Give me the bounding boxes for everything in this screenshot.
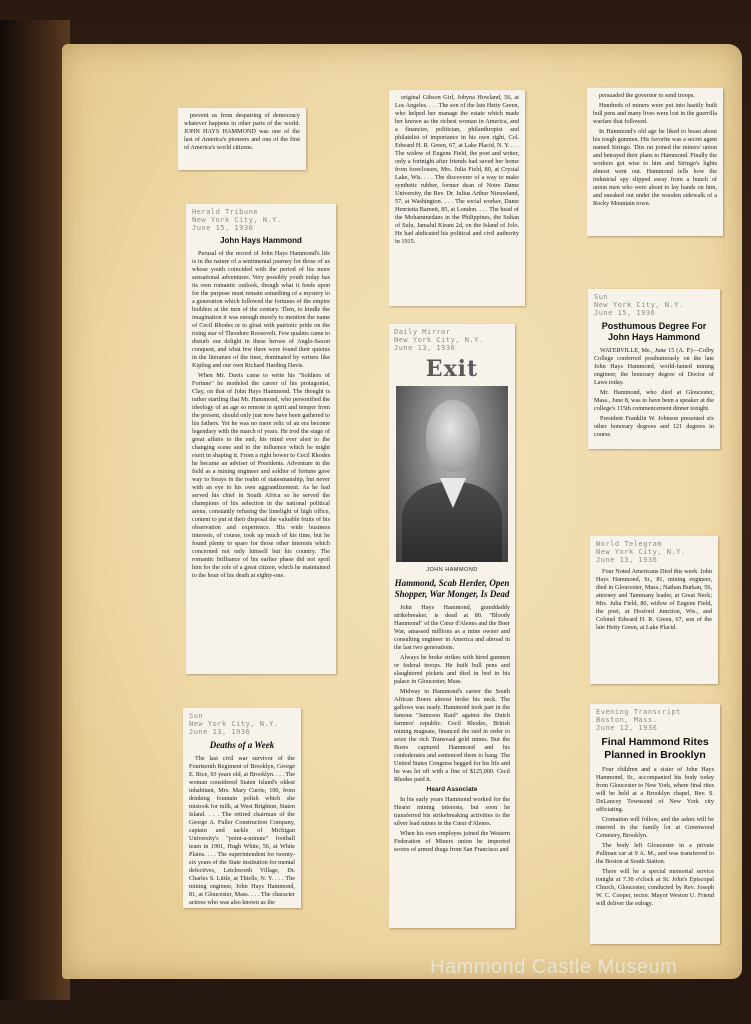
clipping-headline: Posthumous Degree For John Hays Hammond	[601, 321, 707, 342]
clipping-deaths-continued	[389, 90, 525, 306]
clipping-paragraph: Cremation will follow, and the ashes will be interred in the family lot at Greenwood Cemetery, Brooklyn.	[596, 816, 714, 839]
newspaper-stamp	[394, 328, 510, 352]
portrait-head	[426, 400, 480, 472]
clipping-paragraph: When his own employes joined the Western Federation of Miners union he imported scores of armed thugs from San Francisco and	[394, 830, 510, 853]
clipping-paragraph: Perusal of the record of John Hays Hammond's life is in the nature of a sentimental journey for those of us whose youth coincided with the period of his more sensational adventures. Very possibly youth today has its own romantic outlook, though what it feeds upon for the purpose must remain something of a mystery to a generation which followed the fortunes of the empire builders at the turn of the century. Then, to kindle the imagination it was enough merely to mention the name of Cecil Rhodes or to gloat with patriotic pride on the rising star of Theodore Roosevelt. Few qualms came to disturb our delight in these heroes of Anglo-Saxon conquest, and what few there were found their quietus in the literature of the time, dominated by writers like Kipling and our own Richard Harding Davis.	[192, 250, 330, 369]
clipping-paragraph: John Hays Hammond, granddaddy strikebreaker, is dead at 80. "Bloody Hammond" of the Cœur d'Alenes and the Boer War, amassed millions as a mine owner and consulting engineer in America and abroad in the last two generations.	[394, 604, 510, 651]
clipping-paragraph: WATERVILLE, Me., June 15 (A. P.)—Colby College conferred posthumously on the late John Hays Hammond, world-famed mining engineer, the honorary degree of Doctor of Laws today.	[594, 347, 714, 386]
stamp-line: June 12, 1936	[596, 724, 658, 732]
clipping-paragraph: Always he broke strikes with hired gunmen or federal troops. He built bull pens and slaughtered pickets and died in bed in his palace in Gloucester, Mass.	[394, 654, 510, 685]
clipping-subhead: Heard Associate	[426, 786, 478, 793]
clipping-text: prevent us from despairing of democracy whatever happens in other parts of the world. JOHN HAYS HAMMOND was one of the last of America's pioneers and one of the first of America's world citizens.	[184, 112, 300, 151]
portrait-photo	[396, 386, 508, 562]
clipping-posthumous-degree	[588, 289, 720, 449]
newspaper-stamp	[596, 540, 712, 564]
clipping-paragraph: President Franklin W. Johnson presented six other honorary degrees and 121 degrees in course.	[594, 415, 714, 438]
clipping-paragraph: Four children and a sister of John Hays Hammond, Sr., accompanied his body today from Gloucester to New York, where final rites will be held at a Brooklyn chapel, Rev. S. DeLancey Townsend of New York city officiating.	[596, 766, 714, 813]
clipping-headline: Deaths of a Week	[209, 740, 275, 750]
clipping-editorial-ending	[178, 108, 306, 170]
clipping-headline: Hammond, Scab Herder, Open Shopper, War Monger, Is Dead	[394, 578, 510, 599]
stamp-line: Sun	[594, 293, 609, 301]
newspaper-stamp	[596, 708, 714, 732]
clipping-paragraph: Hundreds of miners were put into hastily built bull pens and many lives were lost in the guerrilla warfare that followed.	[593, 102, 717, 125]
stamp-line: June 15, 1936	[192, 224, 254, 232]
photo-caption: JOHN HAMMOND	[426, 567, 478, 573]
stamp-line: Daily Mirror	[394, 328, 451, 336]
clipping-paragraph: Midway in Hammond's career the South African Boers almost broke his neck. The gallows was ready. Hammond took part in the famous "Jameson Raid" against the Dutch farmers' republic. Cecil Rhodes, British mining magnate, financed the raid in order to seize the rich Transvaal gold mines. But the Boers captured Hammond and his confederates and sentenced them to hang. The United States Congress begged for his life and he was let off with a fine of $125,000. Cecil Rhodes paid it.	[394, 688, 510, 783]
newspaper-stamp	[594, 293, 714, 317]
clipping-headline: Final Hammond Rites Planned in Brooklyn	[601, 736, 709, 761]
clipping-paragraph: In Hammond's old age he liked to boast about his tough gunmen. His favorite was a secret agent named Siringo. This rat joined the miners' union and betrayed their plans to Hammond. Finally the workers got wise to him and Siringo's lights almost went out. Hammond tells how the industrial spy slipped away from a bunch of union men who were about to lay hands on him, and sneaked out under the wooden sidewalk of a Rocky Mountain town.	[593, 128, 717, 207]
stamp-line: June 13, 1936	[596, 556, 658, 564]
clipping-herald-tribune-editorial	[186, 204, 336, 674]
museum-watermark: Hammond Castle Museum	[430, 956, 678, 978]
stamp-line: World Telegram	[596, 540, 663, 548]
stamp-line: Herald Tribune	[192, 208, 259, 216]
clipping-paragraph: persuaded the governor to send troops.	[599, 92, 695, 99]
newspaper-stamp	[189, 712, 295, 736]
clipping-paragraph: In his early years Hammond worked for the Hearst mining interests, but soon he transferred his strikebreaking activities to the silver lead mines in the Cœur d'Alenes.	[394, 796, 510, 827]
clipping-text: Four Noted Americans Died this week. John Hays Hammond, Sr., 81, mining engineer, died in Gloucester, Mass.; Nathan Burkan, 56, attorney and Tammany leader, at Great Neck; Mrs. Julia Field, 80, widow of Eugene Field, the poet, at Hosford Junction, Wis., and Colonel Edward H. R. Green, 67, son of the late Hetty Green, at Lake Placid.	[596, 568, 712, 631]
clipping-exit-obituary	[389, 324, 515, 928]
stamp-line: New York City, N.Y.	[594, 301, 684, 309]
clipping-paragraph: When Mr. Davis came to write his "Soldiers of Fortune" he modeled the career of his protagonist, Clay, on that of John Hays Hammond. The thought is rather startling that Mr. Hammond, who personified the ideology of an age so remote in spirit and temper from the present, should only just now have been gathered to his fathers. Yet he was no mere relic of an era become legendary with the march of years. He trod the stage of great affairs to the end, his mind ever alert to the changing scene and to the influence which he might exert in shaping it. From a right bower to Cecil Rhodes he became an adviser of Presidents. Adventure in the field as a mining engineer and soldier of fortune gave way to forays in the realm of statesmanship, but never with an eye to his own aggrandizement. As he had served his chief in South Africa so he served the champions of his selection in the national political arena, constantly refusing the limelight of high office, content to put at their disposal the valuable fruits of his observation and experience. His wide business interests, of course, took up much of his time, but he found plenty to spare for those other interests which concerned not only himself but his country. The romantic brilliance of his earlier phase did not spoil him for the role of a great citizen, which he maintained to the hour of his death at eighty-one.	[192, 372, 330, 579]
newspaper-stamp	[192, 208, 330, 232]
clipping-paragraph: Mr. Hammond, who died at Gloucester, Mass., June 8, was to have been a speaker at the college's 115th commencement dinner tonight.	[594, 389, 714, 412]
stamp-line: New York City, N.Y.	[394, 336, 484, 344]
stamp-line: Evening Transcript	[596, 708, 681, 716]
clipping-four-noted-americans	[590, 536, 718, 684]
clipping-text: The last civil war survivor of the Fourteenth Regiment of Brooklyn, George E. Rice, 93 years old, at Brooklyn. . . . The woman considered Staten Island's oldest inhabitant, Mrs. Mary Currie, 100, from drinking fountain polish which she mistook for milk, at West Brighton, Staten Island. . . . The retired chairman of the George A. Fuller Construction Company, captain and tackle of Michigan University's "point-a-minute" football team in 1901, Hugh White, 56, at White Plains. . . . The superintendent for twenty-six years of the State institution for mental defectives, Letchworth Village, Dr. Charles S. Little, at Thiells, N. Y. . . . The mining engineer, John Hays Hammond, 81, at Gloucester, Mass. . . . The character actress who was also known as the	[189, 755, 295, 906]
stamp-line: Boston, Mass.	[596, 716, 658, 724]
scrapbook-spine	[0, 20, 70, 1000]
clipping-final-rites	[590, 704, 720, 944]
clipping-deaths-of-a-week	[183, 708, 301, 908]
clipping-paragraph: There will be a special memorial service tonight at 7.30 o'clock at St. John's Episcopal Church, Gloucester, conducted by Rev. Joseph W. C. Cooper, rector. Mayor Weston U. Friend will deliver the eulogy.	[596, 868, 714, 907]
clipping-obituary-continued	[587, 88, 723, 236]
clipping-text: original Gibson Girl, Jobyna Howland, 56, at Los Angeles. . . . The son of the late Hetty Green, who helped her manage the estate which made her known as the richest woman in America, and a financier, politician, philanthropist and philatelist of importance in his own right, Col. Edward H. R. Green, 67, at Lake Placid, N. Y. . . . The widow of Eugene Field, the poet and writer, only a fortnight after friends had saved her home from foreclosure, Mrs. Julia Field, 80, at Crystal Lake, Wis. . . . The discoverer of a way to make synthetic rubber, former dean of Notre Dame University, the Rev. Dr. Julius Arthur Nieuwland, 57, at Washington. . . . The social worker, Dame Henrietta Barnett, 85, at London. . . . The head of the Mohammedans in the Philippines, the Sultan of Sulu, Jamalul Kiram 2d, on the Island of Jolo. He had abdicated his political and civil authority in 1915.	[395, 94, 519, 245]
stamp-line: June 15, 1936	[594, 309, 656, 317]
clipping-headline: John Hays Hammond	[220, 236, 302, 245]
stamp-line: Sun	[189, 712, 204, 720]
stamp-line: New York City, N.Y.	[192, 216, 282, 224]
stamp-line: June 13, 1936	[394, 344, 456, 352]
stamp-line: June 13, 1936	[189, 728, 251, 736]
clipping-paragraph: The body left Gloucester in a private Pullman car at 9 A. M., and was transferred to the Boston at South Station.	[596, 842, 714, 865]
stamp-line: New York City, N.Y.	[189, 720, 279, 728]
stamp-line: New York City, N.Y.	[596, 548, 686, 556]
exit-title: Exit	[425, 356, 479, 382]
